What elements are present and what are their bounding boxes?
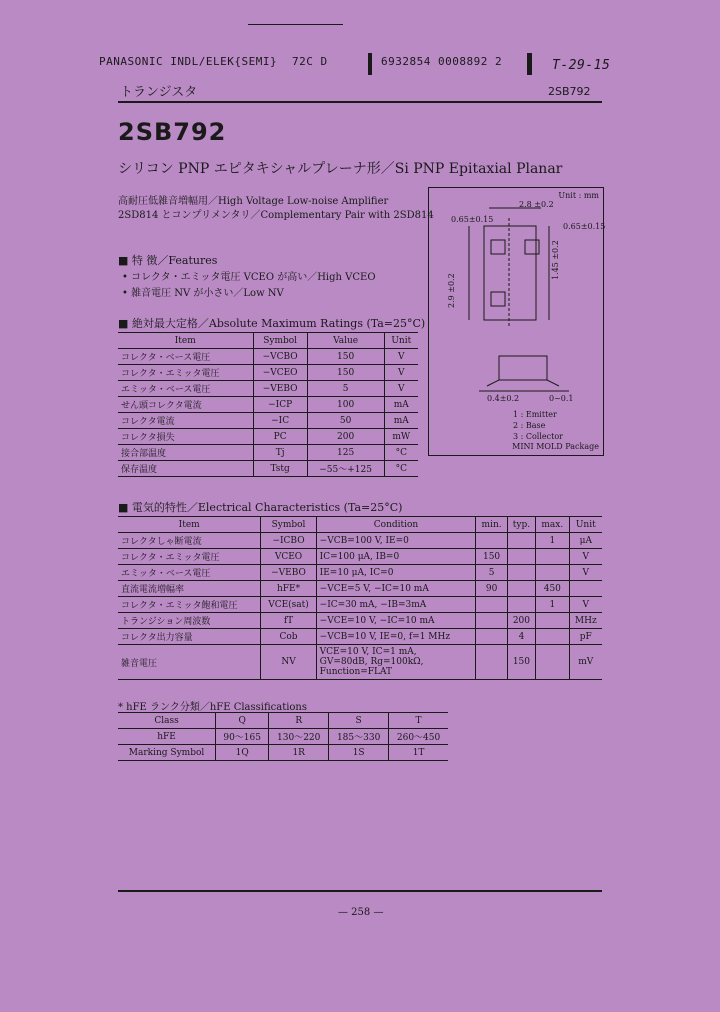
abs-max-cell: 125 [307,445,384,461]
feature-item-1: • コレクタ・エミッタ電圧 VCEO が高い／High VCEO [122,272,376,283]
part-number-right: 2SB792 [548,85,591,98]
elec-cell [536,629,570,645]
elec-cell [536,549,570,565]
abs-max-cell: PC [253,429,307,445]
abs-max-cell: −55〜+125 [307,461,384,477]
class-cell: 260〜450 [389,729,448,745]
classification-heading: * hFE ランク分類／hFE Classifications [118,702,308,713]
elec-row [118,533,602,549]
barcode-text: 6932854 0008892 2 [381,55,503,68]
abs-max-cell: コレクタ・エミッタ電圧 [121,369,220,379]
elec-cell: fT [261,613,316,629]
abs-max-row [118,349,418,365]
pin-legend-3: 3 : Collector [513,432,563,441]
class-cell: Marking Symbol [128,747,205,758]
elec-cell: コレクタしゃ断電流 [121,537,202,547]
abs-max-cell: 保存温度 [121,465,158,475]
elec-row [118,597,602,613]
elec-cell: Cob [261,629,316,645]
abs-max-cell: −VCBO [253,349,307,365]
company-header: PANASONIC INDL/ELEK{SEMI} [99,55,278,68]
abs-max-cell: −ICP [253,397,307,413]
class-cell: 1T [389,745,448,761]
abs-max-cell: 接合部温度 [121,449,167,459]
abs-max-cell: V [384,365,418,381]
abs-max-row [118,429,418,445]
class-cell: 1S [329,745,389,761]
abs-max-cell: mA [384,413,418,429]
elec-cell [476,597,507,613]
application-line-1: 高耐圧低雑音増幅用／High Voltage Low-noise Amplifier [118,196,389,207]
abs-col-value: Value [307,333,384,349]
elec-cell: 150 [476,549,507,565]
header-code: 72C D [292,55,328,68]
elec-cell: V [569,597,602,613]
pin-legend-2: 2 : Base [513,421,546,430]
abs-max-row [118,397,418,413]
elec-cell: コレクタ・エミッタ飽和電圧 [121,601,238,611]
abs-max-row [118,365,418,381]
elec-cell: 4 [507,629,535,645]
elec-cell [507,565,535,581]
elec-cell: VCE(sat) [261,597,316,613]
elec-cell: コレクタ出力容量 [121,633,193,643]
abs-max-cell: 50 [307,413,384,429]
abs-max-cell: 200 [307,429,384,445]
features-heading: ■ 特 徴／Features [118,254,218,267]
abs-max-cell: 150 [307,349,384,365]
abs-max-cell: V [384,349,418,365]
abs-max-cell: V [384,381,418,397]
dim-height: 2.9 ±0.2 [447,273,456,308]
elec-cell: 450 [536,581,570,597]
elec-cell [476,613,507,629]
elec-row [118,565,602,581]
abs-col-unit: Unit [384,333,418,349]
abs-col-item: Item [174,335,196,346]
nv-condition-line-2: GV=80dB, Rg=100kΩ, [319,657,424,667]
abs-max-cell: Tstg [253,461,307,477]
elec-cell: −VCB=10 V, IE=0, f=1 MHz [316,629,476,645]
nv-condition-line-1: VCE=10 V, IC=1 mA, [319,647,417,657]
elec-col-typ: typ. [507,517,535,533]
page-title: 2SB792 [118,118,227,146]
abs-max-cell: 150 [307,365,384,381]
dim-lead-right: 0.65±0.15 [563,222,606,231]
abs-max-cell: °C [384,461,418,477]
header-bar-mark [368,53,372,75]
abs-max-cell: コレクタ損失 [121,433,175,443]
elec-cell [476,533,507,549]
elec-cell: 200 [507,613,535,629]
abs-max-cell: 5 [307,381,384,397]
dim-width: 2.8 ±0.2 [519,200,554,209]
elec-table [118,516,602,680]
elec-cell [507,597,535,613]
subtitle: シリコン PNP エピタキシャルプレーナ形／Si PNP Epitaxial Planar [118,161,563,177]
elec-cell: エミッタ・ベース電圧 [121,569,211,579]
elec-cell: IE=10 μA, IC=0 [316,565,476,581]
class-col-s: S [329,713,389,729]
elec-cell: −VCE=10 V, −IC=10 mA [316,613,476,629]
elec-cell: コレクタ・エミッタ電圧 [121,553,220,563]
elec-cell: 1 [536,533,570,549]
header-rule [118,101,602,103]
class-col-r: R [269,713,329,729]
elec-cell: V [569,549,602,565]
abs-max-table [118,332,418,477]
category-label: トランジスタ [120,85,198,100]
class-col-t: T [389,713,448,729]
nv-typ: 150 [507,645,535,680]
elec-cell [507,533,535,549]
handwritten-code: T-29-15 [552,58,611,73]
elec-cell: VCEO [261,549,316,565]
package-unit: Unit : mm [558,191,599,200]
nv-condition-line-3: Function=FLAT [319,667,393,677]
elec-heading: ■ 電気的特性／Electrical Characteristics (Ta=25°C) [118,501,403,514]
elec-cell: 5 [476,565,507,581]
elec-cell: −ICBO [261,533,316,549]
abs-max-cell: −VEBO [253,381,307,397]
abs-max-cell: エミッタ・ベース電圧 [121,385,211,395]
elec-cell [507,581,535,597]
abs-max-cell: コレクタ・ベース電圧 [121,353,211,363]
elec-col-max: max. [536,517,570,533]
class-cell: 130〜220 [269,729,329,745]
elec-row [118,613,602,629]
nv-item: 雑音電圧 [121,658,158,669]
abs-max-row [118,445,418,461]
elec-cell [507,549,535,565]
abs-max-row [118,413,418,429]
elec-cell: IC=100 μA, IB=0 [316,549,476,565]
elec-cell [569,581,602,597]
elec-cell [536,565,570,581]
abs-max-cell: 100 [307,397,384,413]
footer-rule [118,890,602,892]
nv-min [476,645,507,680]
class-cell: 1R [269,745,329,761]
abs-max-cell: °C [384,445,418,461]
elec-row [118,629,602,645]
abs-max-cell: せん頭コレクタ電流 [121,401,202,411]
elec-row [118,581,602,597]
classification-table [118,712,448,761]
elec-col-symbol: Symbol [261,517,316,533]
elec-cell: トランジション周波数 [121,617,211,627]
nv-symbol: NV [261,645,316,680]
abs-max-row [118,461,418,477]
elec-cell [536,613,570,629]
page-number: — 258 — [338,907,384,918]
pin-legend-1: 1 : Emitter [513,410,557,419]
elec-cell: MHz [569,613,602,629]
application-line-2: 2SD814 とコンプリメンタリ／Complementary Pair with 2SD814 [118,210,434,221]
elec-cell: −VCE=5 V, −IC=10 mA [316,581,476,597]
class-row [118,745,448,761]
elec-col-item: Item [178,519,200,530]
elec-cell: V [569,565,602,581]
abs-max-cell: −VCEO [253,365,307,381]
elec-cell: −VCB=100 V, IE=0 [316,533,476,549]
elec-cell: −IC=30 mA, −IB=3mA [316,597,476,613]
package-frame [428,187,604,456]
elec-cell: 直流電流増幅率 [121,585,185,595]
class-cell: hFE [157,731,176,742]
elec-cell [476,629,507,645]
class-col-q: Q [216,713,269,729]
elec-cell: hFE* [261,581,316,597]
elec-cell: 1 [536,597,570,613]
header-bar-mark-2 [527,53,532,75]
class-cell: 1Q [216,745,269,761]
header-top-rule [248,24,343,25]
nv-condition [316,645,476,680]
elec-col-min: min. [476,517,507,533]
elec-cell: pF [569,629,602,645]
abs-max-cell: mA [384,397,418,413]
dim-standoff: 0~0.1 [549,394,574,403]
elec-col-condition: Condition [316,517,476,533]
class-cell: 90〜165 [216,729,269,745]
abs-max-heading: ■ 絶対最大定格／Absolute Maximum Ratings (Ta=25°C) [118,317,426,330]
package-name: MINI MOLD Package [512,442,599,451]
nv-unit: mV [569,645,602,680]
class-cell: 185〜330 [329,729,389,745]
nv-max [536,645,570,680]
feature-item-2: • 雑音電圧 NV が小さい／Low NV [122,288,284,299]
abs-max-cell: mW [384,429,418,445]
dim-body: 1.45 ±0.2 [551,240,560,280]
elec-cell: 90 [476,581,507,597]
abs-max-row [118,381,418,397]
abs-max-cell: −IC [253,413,307,429]
elec-col-unit: Unit [569,517,602,533]
class-row [118,729,448,745]
elec-cell: μA [569,533,602,549]
dim-foot: 0.4±0.2 [487,394,520,403]
dim-lead-left: 0.65±0.15 [451,215,494,224]
class-col-class: Class [154,715,179,726]
abs-col-symbol: Symbol [253,333,307,349]
elec-cell: −VEBO [261,565,316,581]
abs-max-cell: コレクタ電流 [121,417,175,427]
elec-row [118,549,602,565]
abs-max-cell: Tj [253,445,307,461]
